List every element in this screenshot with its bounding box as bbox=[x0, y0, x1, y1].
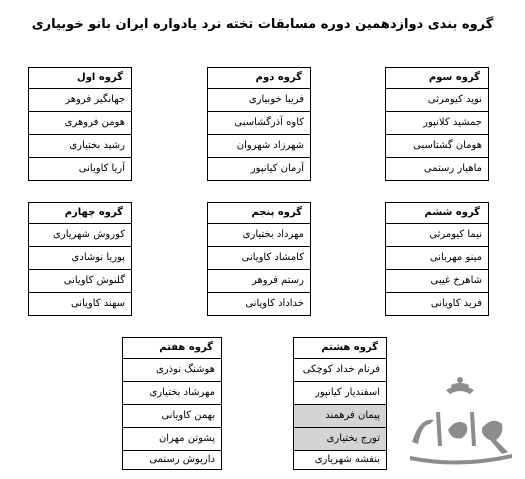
group-member: کامشاد کاویانی bbox=[208, 247, 310, 270]
group-member: شاهرخ غیبی bbox=[386, 270, 488, 293]
group-table-5 bbox=[207, 202, 311, 316]
group-member: پشوتن مهران bbox=[123, 428, 221, 451]
group-member: تورج بختیاری bbox=[294, 428, 386, 451]
group-table-8 bbox=[293, 337, 387, 470]
group-header: گروه چهارم bbox=[29, 203, 131, 224]
group-member: کاوه آذرگشاسبی bbox=[208, 112, 310, 135]
group-header: گروه دوم bbox=[208, 68, 310, 89]
group-member: رستم فروهر bbox=[208, 270, 310, 293]
group-header: گروه اول bbox=[29, 68, 131, 89]
group-member: جمشید کلانپور bbox=[386, 112, 488, 135]
group-header: گروه هفتم bbox=[123, 338, 221, 359]
group-member: بهمن کاویانی bbox=[123, 405, 221, 428]
group-member: هوشنگ نوذری bbox=[123, 359, 221, 382]
group-header: گروه سوم bbox=[386, 68, 488, 89]
group-member: پیمان فرهمند bbox=[294, 405, 386, 428]
group-member: جهانگیر فروهر bbox=[29, 89, 131, 112]
group-member: داریوش رستمی bbox=[149, 454, 215, 465]
group-member: آریا کاویانی bbox=[78, 163, 125, 174]
group-member: آرمان کیانپور bbox=[250, 163, 304, 174]
group-member: نیما کیومرثی bbox=[386, 224, 488, 247]
group-member: فریبا خوبیاری bbox=[208, 89, 310, 112]
group-member: مهرداد بختیاری bbox=[208, 224, 310, 247]
group-member: هومان گشتاسبی bbox=[386, 135, 488, 158]
group-member: بنفشه شهریاری bbox=[314, 454, 380, 465]
group-member: مینو مهربانی bbox=[386, 247, 488, 270]
page-title: گروه بندی دوازدهمین دوره مسابقات تخته نرد یادواره ایران بانو خوبیاری bbox=[31, 17, 494, 32]
group-table-4 bbox=[28, 202, 132, 316]
group-header: گروه پنجم bbox=[208, 203, 310, 224]
group-table-3 bbox=[385, 67, 489, 181]
group-table-2 bbox=[207, 67, 311, 181]
group-member: مهرشاد بختیاری bbox=[123, 382, 221, 405]
group-member: فرنام خداد کوچکی bbox=[294, 359, 386, 382]
group-member: شهرزاد شهروان bbox=[208, 135, 310, 158]
group-member: خداداد کاویانی bbox=[245, 298, 304, 309]
amordad-logo bbox=[400, 372, 520, 472]
group-member: رشید بختیاری bbox=[29, 135, 131, 158]
group-member: نوید کیومرثی bbox=[386, 89, 488, 112]
group-header: گروه هشتم bbox=[294, 338, 386, 359]
group-member: پوریا نوشادی bbox=[29, 247, 131, 270]
group-header: گروه ششم bbox=[386, 203, 488, 224]
group-table-7 bbox=[122, 337, 222, 470]
group-member: فرید کاویانی bbox=[430, 298, 482, 309]
group-member: کوروش شهریاری bbox=[29, 224, 131, 247]
group-member: هومن فروهری bbox=[29, 112, 131, 135]
group-table-6 bbox=[385, 202, 489, 316]
group-table-1 bbox=[28, 67, 132, 181]
group-member: اسفندیار کیانپور bbox=[294, 382, 386, 405]
group-member: ماهیار رستمی bbox=[423, 163, 482, 174]
group-member: گلنوش کاویانی bbox=[29, 270, 131, 293]
group-member: سهند کاویانی bbox=[70, 298, 125, 309]
